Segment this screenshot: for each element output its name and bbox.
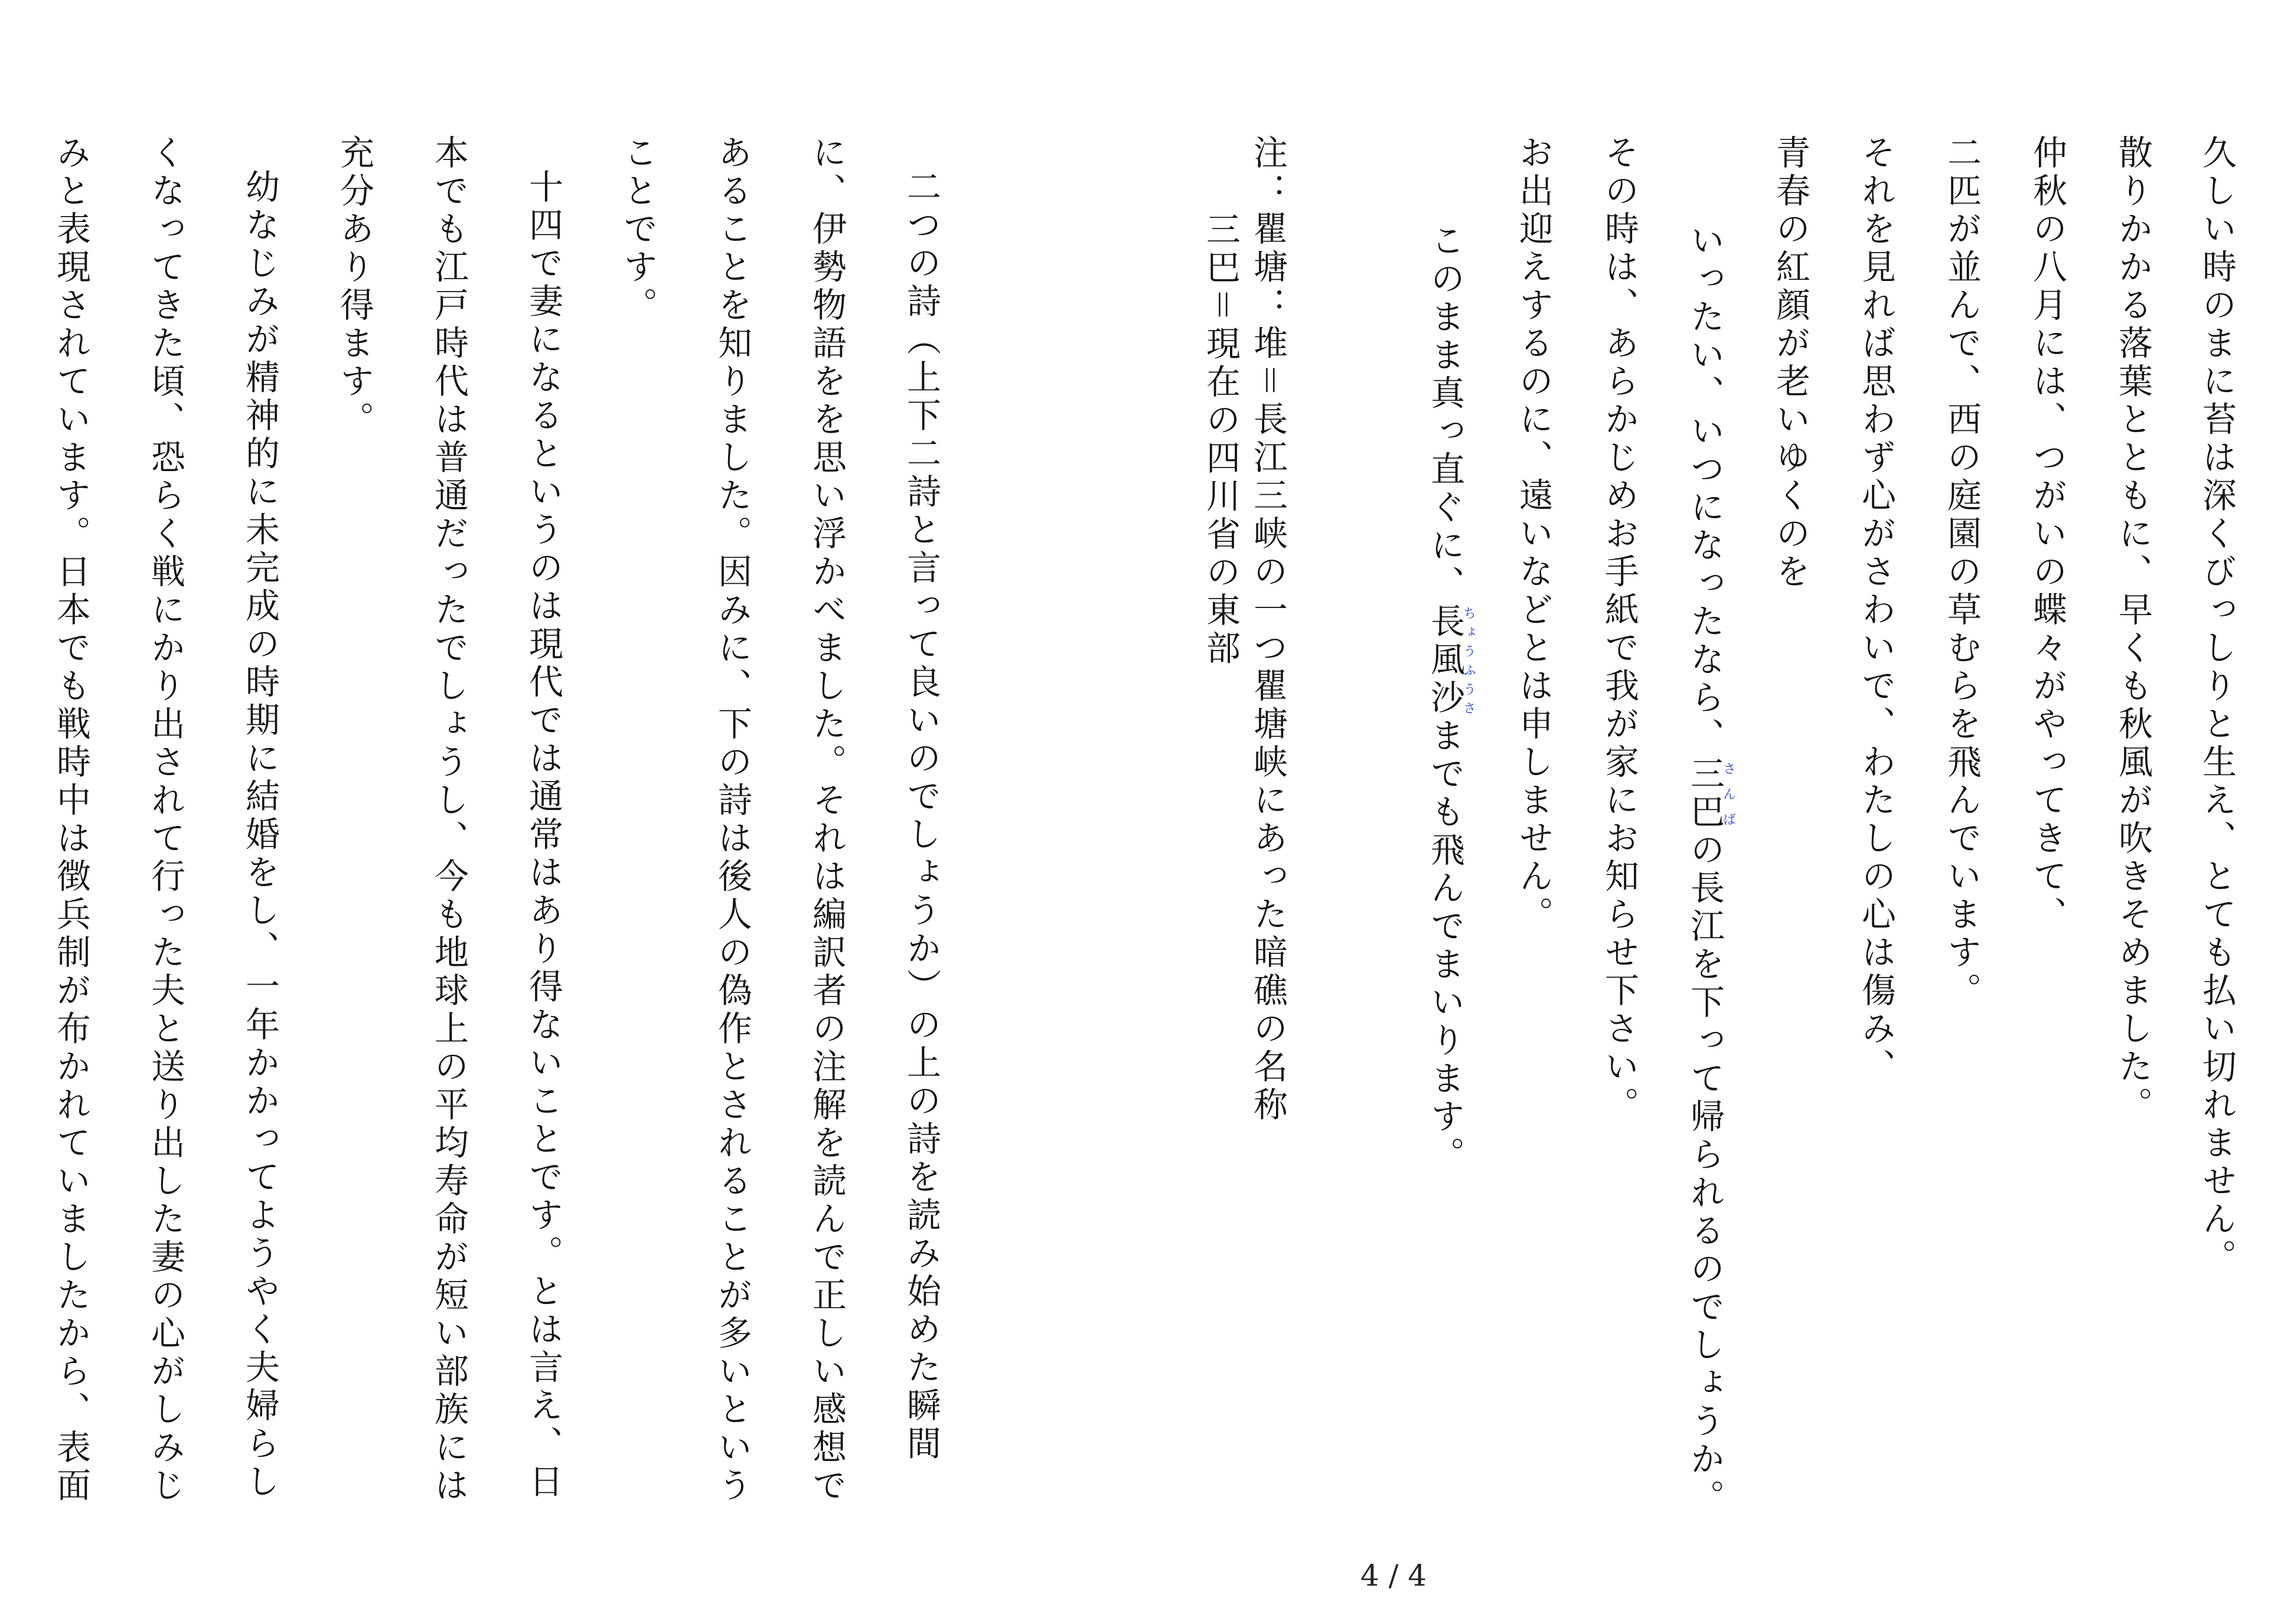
poem-line-2: 散りかかる落葉とともに、早くも秋風が吹きそめました。 [2113, 135, 2153, 1125]
note-line-1: 注：瞿塘：堆＝長江三峡の一つ瞿塘峡にあった暗礁の名称 [1248, 135, 1288, 1125]
poem-line-7-end: の長江を下って帰られるのでしょうか。 [1685, 832, 1725, 1517]
ruby-sanba-reading: さんば [1721, 756, 1736, 832]
ruby-sanba-base: 三巴 [1685, 756, 1725, 832]
commentary-paragraph-2: 十四で妻になるというのは現代では通常はあり得ないことです。とは言え、日本でも江戸時代は普通だったでしょうし、今も地球上の平均寿命が短い部族には充分あり得ます。 [334, 135, 563, 1505]
poem-line-10-end: までも飛んでまいります。 [1425, 717, 1465, 1175]
note-line-2: 三巴＝現在の四川省の東部 [1200, 211, 1241, 668]
page-number: 4 / 4 [1360, 1558, 1427, 1593]
commentary-paragraph-3: 幼なじみが精神的に未完成の時期に結婚をし、一年かかってようやく夫婦らしくなってきた頃、恐らく戦にかり出されて行った夫と送り出した妻の心がしみじみと表現されています。日本でも戦時中は徴兵制が布かれていましたから、表面 [51, 135, 280, 1505]
commentary [51, 135, 968, 1522]
poem-line-1: 久しい時のまに苔は深くびっしりと生え、とても払い切れません。 [2197, 135, 2237, 1277]
poem-line-9: お出迎えするのに、遠いなどとは申しません。 [1513, 135, 1554, 934]
poem-line-10-start: このまま真っ直ぐに、 [1425, 223, 1465, 603]
ruby-sanba [1685, 756, 1736, 832]
poem-line-4: 二匹が並んで、西の庭園の草むらを飛んでいます。 [1941, 135, 1982, 1011]
poem-line-5: それを見れば思わず心がさわいで、わたしの心は傷み、 [1856, 135, 1896, 1087]
ruby-chofusa-base: 長風沙 [1425, 603, 1465, 718]
poem-line-8: その時は、あらかじめお手紙で我が家にお知らせ下さい。 [1599, 135, 1639, 1125]
poem-line-10 [1425, 135, 1509, 1175]
ruby-chofusa [1425, 603, 1476, 718]
poem-line-3: 仲秋の八月には、つがいの蝶々がやってきて、 [2027, 135, 2067, 934]
commentary-paragraph-1: 二つの詩（上下二詩と言って良いのでしょうか）の上の詩を読み始めた瞬間に、伊勢物語をを思い浮かべました。それは編訳者の注解を読んで正しい感想であることを知りました。因みに、下の詩は後人の偽作とされることが多いということです。 [618, 135, 941, 1505]
ruby-chofusa-reading: ちょうふうさ [1461, 603, 1476, 718]
poem-line-7 [1685, 135, 1769, 1517]
poem-line-6: 青春の紅顔が老いゆくのを [1770, 135, 1810, 592]
poem-line-7-start: いったい、いつになったなら、 [1685, 223, 1725, 756]
